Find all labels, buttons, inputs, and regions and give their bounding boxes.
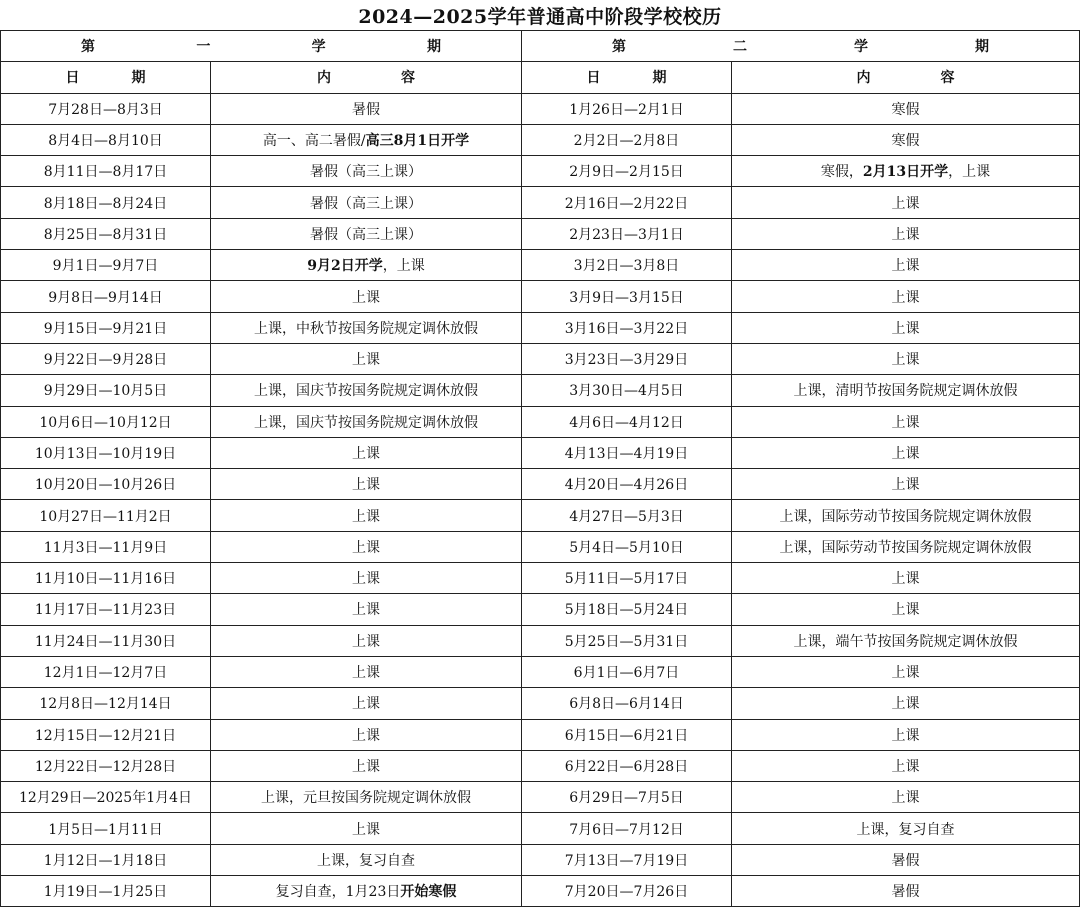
date-cell: 3月30日—4月5日 bbox=[522, 375, 732, 406]
date-cell: 3月9日—3月15日 bbox=[522, 281, 732, 312]
content-text: 上课 bbox=[352, 352, 380, 369]
content-cell bbox=[732, 656, 1080, 687]
content-text: 暑假 bbox=[352, 101, 380, 118]
content-cell bbox=[732, 563, 1080, 594]
content-cell bbox=[732, 782, 1080, 813]
semester-char: 学 bbox=[854, 39, 868, 56]
content-bold-text: 高三8月1日开学 bbox=[365, 133, 470, 150]
date-cell: 4月6日—4月12日 bbox=[522, 406, 732, 437]
content-cell bbox=[732, 375, 1080, 406]
content-cell bbox=[732, 625, 1080, 656]
semester-char: 第 bbox=[81, 39, 95, 56]
semester-char: 一 bbox=[196, 39, 211, 56]
content-text: 上课 bbox=[352, 696, 380, 713]
content-text: 暑假（高三上课） bbox=[310, 195, 422, 212]
date-cell: 7月28日—8月3日 bbox=[1, 93, 211, 124]
date-cell: 11月24日—11月30日 bbox=[1, 625, 211, 656]
date-cell: 11月10日—11月16日 bbox=[1, 563, 211, 594]
table-row bbox=[1, 750, 1080, 781]
date-cell: 6月22日—6月28日 bbox=[522, 750, 732, 781]
content-text: 上课 bbox=[352, 665, 380, 682]
content-text: ，上课 bbox=[382, 258, 425, 275]
calendar-table bbox=[0, 30, 1080, 907]
date-cell: 1月5日—1月11日 bbox=[1, 813, 211, 844]
table-row bbox=[1, 343, 1080, 374]
content-text: 上课 bbox=[891, 571, 920, 588]
content-text: 上课 bbox=[352, 821, 380, 838]
date-cell: 9月22日—9月28日 bbox=[1, 343, 211, 374]
content-cell bbox=[732, 844, 1080, 875]
content-cell bbox=[732, 281, 1080, 312]
date-cell: 2月2日—2月8日 bbox=[522, 124, 732, 155]
content-cell bbox=[211, 750, 522, 781]
content-cell bbox=[732, 594, 1080, 625]
content-text: 上课，国际劳动节按国务院规定调休放假 bbox=[779, 508, 1032, 525]
content-text: 上课 bbox=[891, 446, 920, 462]
date-cell: 10月13日—10月19日 bbox=[1, 437, 211, 468]
date-column-header: 日期 bbox=[522, 62, 732, 93]
content-text: 上课 bbox=[891, 790, 920, 807]
table-row bbox=[1, 406, 1080, 437]
date-cell: 7月20日—7月26日 bbox=[522, 876, 732, 907]
content-cell bbox=[732, 124, 1080, 155]
table-row bbox=[1, 688, 1080, 719]
date-cell: 5月25日—5月31日 bbox=[522, 625, 732, 656]
date-cell: 7月6日—7月12日 bbox=[522, 813, 732, 844]
content-cell bbox=[211, 156, 522, 187]
content-column-header: 内容 bbox=[211, 62, 522, 93]
date-cell: 1月26日—2月1日 bbox=[522, 93, 732, 124]
date-cell: 1月12日—1月18日 bbox=[1, 844, 211, 875]
content-cell bbox=[211, 406, 522, 437]
table-row bbox=[1, 813, 1080, 844]
content-bold-text: 9月2日开学 bbox=[307, 258, 383, 275]
table-row bbox=[1, 844, 1080, 875]
date-cell: 4月20日—4月26日 bbox=[522, 469, 732, 500]
table-row bbox=[1, 124, 1080, 155]
date-cell: 6月15日—6月21日 bbox=[522, 719, 732, 750]
content-text: 上课，复习自查 bbox=[317, 852, 415, 869]
date-cell: 9月29日—10月5日 bbox=[1, 375, 211, 406]
content-cell bbox=[732, 406, 1080, 437]
date-cell: 12月15日—12月21日 bbox=[1, 719, 211, 750]
content-cell bbox=[732, 312, 1080, 343]
date-cell: 10月27日—11月2日 bbox=[1, 500, 211, 531]
date-cell: 2月9日—2月15日 bbox=[522, 156, 732, 187]
content-bold-text: 2月13日开学 bbox=[862, 164, 949, 181]
content-text: 上课，国际劳动节按国务院规定调休放假 bbox=[779, 539, 1032, 556]
content-cell bbox=[211, 656, 522, 687]
content-cell bbox=[732, 343, 1080, 374]
content-text: 上课 bbox=[891, 352, 920, 369]
date-cell: 8月18日—8月24日 bbox=[1, 187, 211, 218]
semester-char: 学 bbox=[311, 39, 326, 56]
content-text: 上课，国庆节按国务院规定调休放假 bbox=[254, 383, 478, 400]
content-cell bbox=[211, 688, 522, 719]
content-text: 上课，元旦按国务院规定调休放假 bbox=[261, 790, 471, 807]
date-cell: 12月22日—12月28日 bbox=[1, 750, 211, 781]
content-text: 寒假 bbox=[891, 133, 920, 150]
content-cell bbox=[211, 782, 522, 813]
semester-char: 第 bbox=[612, 39, 626, 56]
table-row bbox=[1, 187, 1080, 218]
semester-char: 期 bbox=[426, 39, 441, 56]
content-cell bbox=[732, 876, 1080, 907]
content-text: 寒假， bbox=[820, 164, 863, 181]
semester-char: 期 bbox=[975, 39, 989, 56]
content-cell bbox=[732, 437, 1080, 468]
date-cell: 10月6日—10月12日 bbox=[1, 406, 211, 437]
content-cell bbox=[211, 844, 522, 875]
content-text: 上课 bbox=[352, 446, 380, 462]
table-row bbox=[1, 876, 1080, 907]
date-cell: 2月16日—2月22日 bbox=[522, 187, 732, 218]
content-text: 暑假 bbox=[891, 884, 920, 901]
date-cell: 12月1日—12月7日 bbox=[1, 656, 211, 687]
date-cell: 5月4日—5月10日 bbox=[522, 531, 732, 562]
content-text: 上课 bbox=[891, 226, 920, 243]
content-text: 上课 bbox=[891, 477, 920, 494]
content-cell bbox=[211, 343, 522, 374]
content-text: 上课 bbox=[891, 414, 920, 431]
date-cell: 6月1日—6月7日 bbox=[522, 656, 732, 687]
content-cell bbox=[211, 469, 522, 500]
content-text: 寒假 bbox=[891, 101, 920, 118]
content-text: 上课 bbox=[891, 320, 920, 337]
date-cell: 6月8日—6月14日 bbox=[522, 688, 732, 719]
date-cell: 8月11日—8月17日 bbox=[1, 156, 211, 187]
second-semester-header bbox=[522, 31, 1080, 62]
date-cell: 11月17日—11月23日 bbox=[1, 594, 211, 625]
content-text: 上课 bbox=[891, 727, 920, 744]
date-cell: 5月18日—5月24日 bbox=[522, 594, 732, 625]
content-cell bbox=[732, 531, 1080, 562]
content-text: ，上课 bbox=[948, 164, 991, 181]
table-row bbox=[1, 312, 1080, 343]
content-cell bbox=[732, 156, 1080, 187]
content-cell bbox=[732, 719, 1080, 750]
content-cell bbox=[732, 187, 1080, 218]
date-cell: 6月29日—7月5日 bbox=[522, 782, 732, 813]
content-cell bbox=[211, 187, 522, 218]
content-cell bbox=[211, 437, 522, 468]
table-row bbox=[1, 93, 1080, 124]
content-text: 上课 bbox=[352, 727, 380, 744]
date-cell: 4月27日—5月3日 bbox=[522, 500, 732, 531]
content-text: 上课 bbox=[891, 289, 920, 306]
content-cell bbox=[211, 375, 522, 406]
content-cell bbox=[732, 469, 1080, 500]
date-cell: 12月8日—12月14日 bbox=[1, 688, 211, 719]
content-text: 上课 bbox=[891, 258, 920, 275]
content-text: 上课 bbox=[352, 539, 380, 556]
content-cell bbox=[211, 876, 522, 907]
date-cell: 9月15日—9月21日 bbox=[1, 312, 211, 343]
table-row bbox=[1, 281, 1080, 312]
content-cell bbox=[732, 93, 1080, 124]
content-text: 上课 bbox=[352, 633, 380, 650]
date-cell: 9月1日—9月7日 bbox=[1, 250, 211, 281]
content-text: 上课，国庆节按国务院规定调休放假 bbox=[254, 414, 478, 431]
content-text: 上课 bbox=[352, 571, 380, 588]
date-cell: 8月25日—8月31日 bbox=[1, 218, 211, 249]
content-cell bbox=[211, 719, 522, 750]
content-cell bbox=[211, 500, 522, 531]
date-cell: 10月20日—10月26日 bbox=[1, 469, 211, 500]
content-text: 上课 bbox=[352, 758, 380, 775]
calendar-title: 2024—2025学年普通高中阶段学校校历 bbox=[358, 6, 722, 28]
semester-char: 二 bbox=[733, 39, 747, 56]
content-cell bbox=[211, 563, 522, 594]
table-row bbox=[1, 594, 1080, 625]
content-text: 上课 bbox=[352, 602, 380, 619]
content-cell bbox=[732, 500, 1080, 531]
date-cell: 3月2日—3月8日 bbox=[522, 250, 732, 281]
content-cell bbox=[211, 594, 522, 625]
date-cell: 11月3日—11月9日 bbox=[1, 531, 211, 562]
content-text: 上课 bbox=[891, 602, 920, 619]
content-text: 上课 bbox=[352, 508, 380, 525]
content-text: 上课 bbox=[891, 665, 920, 682]
content-text: 上课 bbox=[352, 477, 380, 494]
content-cell bbox=[211, 813, 522, 844]
table-row bbox=[1, 156, 1080, 187]
content-text: 上课，清明节按国务院规定调休放假 bbox=[793, 383, 1018, 400]
content-bold-text: 开始寒假 bbox=[400, 884, 457, 901]
table-row bbox=[1, 500, 1080, 531]
column-header-row bbox=[1, 62, 1080, 93]
table-row bbox=[1, 625, 1080, 656]
table-row bbox=[1, 563, 1080, 594]
content-cell bbox=[732, 688, 1080, 719]
content-column-header: 内容 bbox=[732, 62, 1080, 93]
content-cell bbox=[211, 312, 522, 343]
date-cell: 7月13日—7月19日 bbox=[522, 844, 732, 875]
content-text: 暑假（高三上课） bbox=[310, 164, 422, 181]
content-cell bbox=[732, 218, 1080, 249]
date-cell: 8月4日—8月10日 bbox=[1, 124, 211, 155]
content-text: 上课，端午节按国务院规定调休放假 bbox=[793, 633, 1018, 650]
date-column-header: 日期 bbox=[1, 62, 211, 93]
table-row bbox=[1, 656, 1080, 687]
content-cell bbox=[211, 218, 522, 249]
table-row bbox=[1, 437, 1080, 468]
date-cell: 3月23日—3月29日 bbox=[522, 343, 732, 374]
table-row bbox=[1, 250, 1080, 281]
date-cell: 2月23日—3月1日 bbox=[522, 218, 732, 249]
date-cell: 1月19日—1月25日 bbox=[1, 876, 211, 907]
table-row bbox=[1, 531, 1080, 562]
table-row bbox=[1, 719, 1080, 750]
table-row bbox=[1, 469, 1080, 500]
content-cell bbox=[211, 93, 522, 124]
date-cell: 9月8日—9月14日 bbox=[1, 281, 211, 312]
date-cell: 5月11日—5月17日 bbox=[522, 563, 732, 594]
content-text: 上课 bbox=[891, 758, 920, 775]
content-text: 上课 bbox=[891, 195, 920, 212]
content-cell bbox=[211, 250, 522, 281]
content-text: 上课，复习自查 bbox=[856, 821, 955, 838]
content-text: 上课 bbox=[891, 696, 920, 713]
content-cell bbox=[211, 281, 522, 312]
date-cell: 3月16日—3月22日 bbox=[522, 312, 732, 343]
content-text: 暑假（高三上课） bbox=[310, 226, 422, 243]
content-cell bbox=[732, 813, 1080, 844]
table-row bbox=[1, 375, 1080, 406]
table-row bbox=[1, 218, 1080, 249]
content-text: 复习自查，1月23日 bbox=[275, 884, 401, 901]
first-semester-header bbox=[1, 31, 522, 62]
date-cell: 12月29日—2025年1月4日 bbox=[1, 782, 211, 813]
content-cell bbox=[211, 124, 522, 155]
content-cell bbox=[211, 625, 522, 656]
semester-header-row bbox=[1, 31, 1080, 62]
content-cell bbox=[732, 250, 1080, 281]
content-text: 高一、高二暑假/ bbox=[262, 133, 366, 150]
content-text: 上课，中秋节按国务院规定调休放假 bbox=[254, 320, 478, 337]
content-text: 暑假 bbox=[891, 852, 920, 869]
table-row bbox=[1, 782, 1080, 813]
content-cell bbox=[211, 531, 522, 562]
content-cell bbox=[732, 750, 1080, 781]
content-text: 上课 bbox=[352, 289, 380, 306]
date-cell: 4月13日—4月19日 bbox=[522, 437, 732, 468]
